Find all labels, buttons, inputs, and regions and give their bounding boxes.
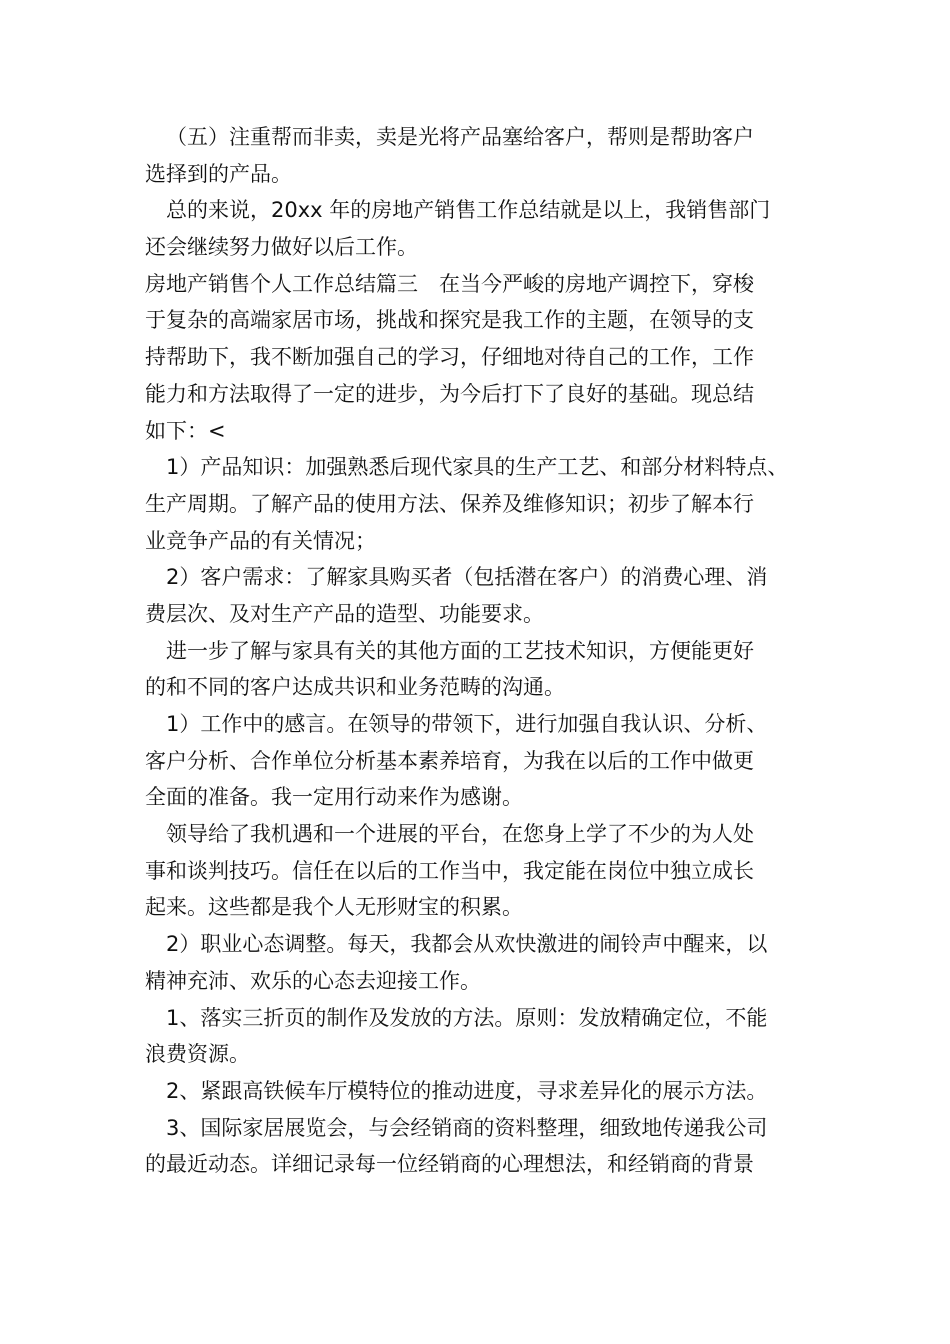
text-line: 费层次、及对生产产品的造型、功能要求。 [145, 601, 544, 626]
text-line: 全面的准备。我一定用行动来作为感谢。 [145, 785, 523, 810]
text-line: 还会继续努力做好以后工作。 [145, 235, 418, 260]
text-line: 事和谈判技巧。信任在以后的工作当中，我定能在岗位中独立成长 [145, 858, 754, 883]
text-line: 领导给了我机遇和一个进展的平台，在您身上学了不少的为人处 [166, 822, 754, 847]
text-line: 进一步了解与家具有关的其他方面的工艺技术知识，方便能更好 [166, 638, 754, 663]
text-line: 起来。这些都是我个人无形财宝的积累。 [145, 895, 523, 920]
text-line: 的和不同的客户达成共识和业务范畴的沟通。 [145, 675, 565, 700]
text-line: 1）产品知识：加强熟悉后现代家具的生产工艺、和部分材料特点、 [166, 455, 789, 480]
text-line: 2）客户需求：了解家具购买者（包括潜在客户）的消费心理、消 [166, 565, 768, 590]
text-line: 持帮助下，我不断加强自己的学习，仔细地对待自己的工作，工作 [145, 345, 754, 370]
section-heading-line: 房地产销售个人工作总结篇三 在当今严峻的房地产调控下，穿梭 [145, 271, 754, 296]
text-line: 业竞争产品的有关情况； [145, 528, 376, 553]
text-line: 的最近动态。详细记录每一位经销商的心理想法，和经销商的背景 [145, 1152, 754, 1177]
text-line: 如下：< [145, 418, 226, 443]
document-body [145, 119, 810, 1183]
text-line: 1）工作中的感言。在领导的带领下，进行加强自我认识、分析、 [166, 712, 768, 736]
text-line: 于复杂的高端家居市场，挑战和探究是我工作的主题，在领导的支 [145, 308, 754, 333]
text-line: 2、紧跟高铁候车厅模特位的推动进度，寻求差异化的展示方法。 [166, 1078, 768, 1103]
text-line: 精神充沛、欢乐的心态去迎接工作。 [145, 968, 481, 993]
text-line: 选择到的产品。 [145, 161, 292, 186]
text-line: 浪费资源。 [145, 1042, 250, 1067]
text-line: 1、落实三折页的制作及发放的方法。原则：发放精确定位，不能 [166, 1005, 768, 1030]
text-line: （五）注重帮而非卖，卖是光将产品塞给客户，帮则是帮助客户 [166, 125, 754, 149]
text-line: 2）职业心态调整。每天，我都会从欢快激进的闹铃声中醒来，以 [166, 932, 768, 957]
text-line: 能力和方法取得了一定的进步，为今后打下了良好的基础。现总结 [145, 381, 754, 406]
text-line: 客户分析、合作单位分析基本素养培育，为我在以后的工作中做更 [145, 748, 754, 773]
text-line: 生产周期。了解产品的使用方法、保养及维修知识；初步了解本行 [145, 491, 754, 516]
text-line: 3、国际家居展览会，与会经销商的资料整理，细致地传递我公司 [166, 1115, 768, 1140]
text-line: 总的来说，20xx 年的房地产销售工作总结就是以上，我销售部门 [166, 198, 771, 223]
